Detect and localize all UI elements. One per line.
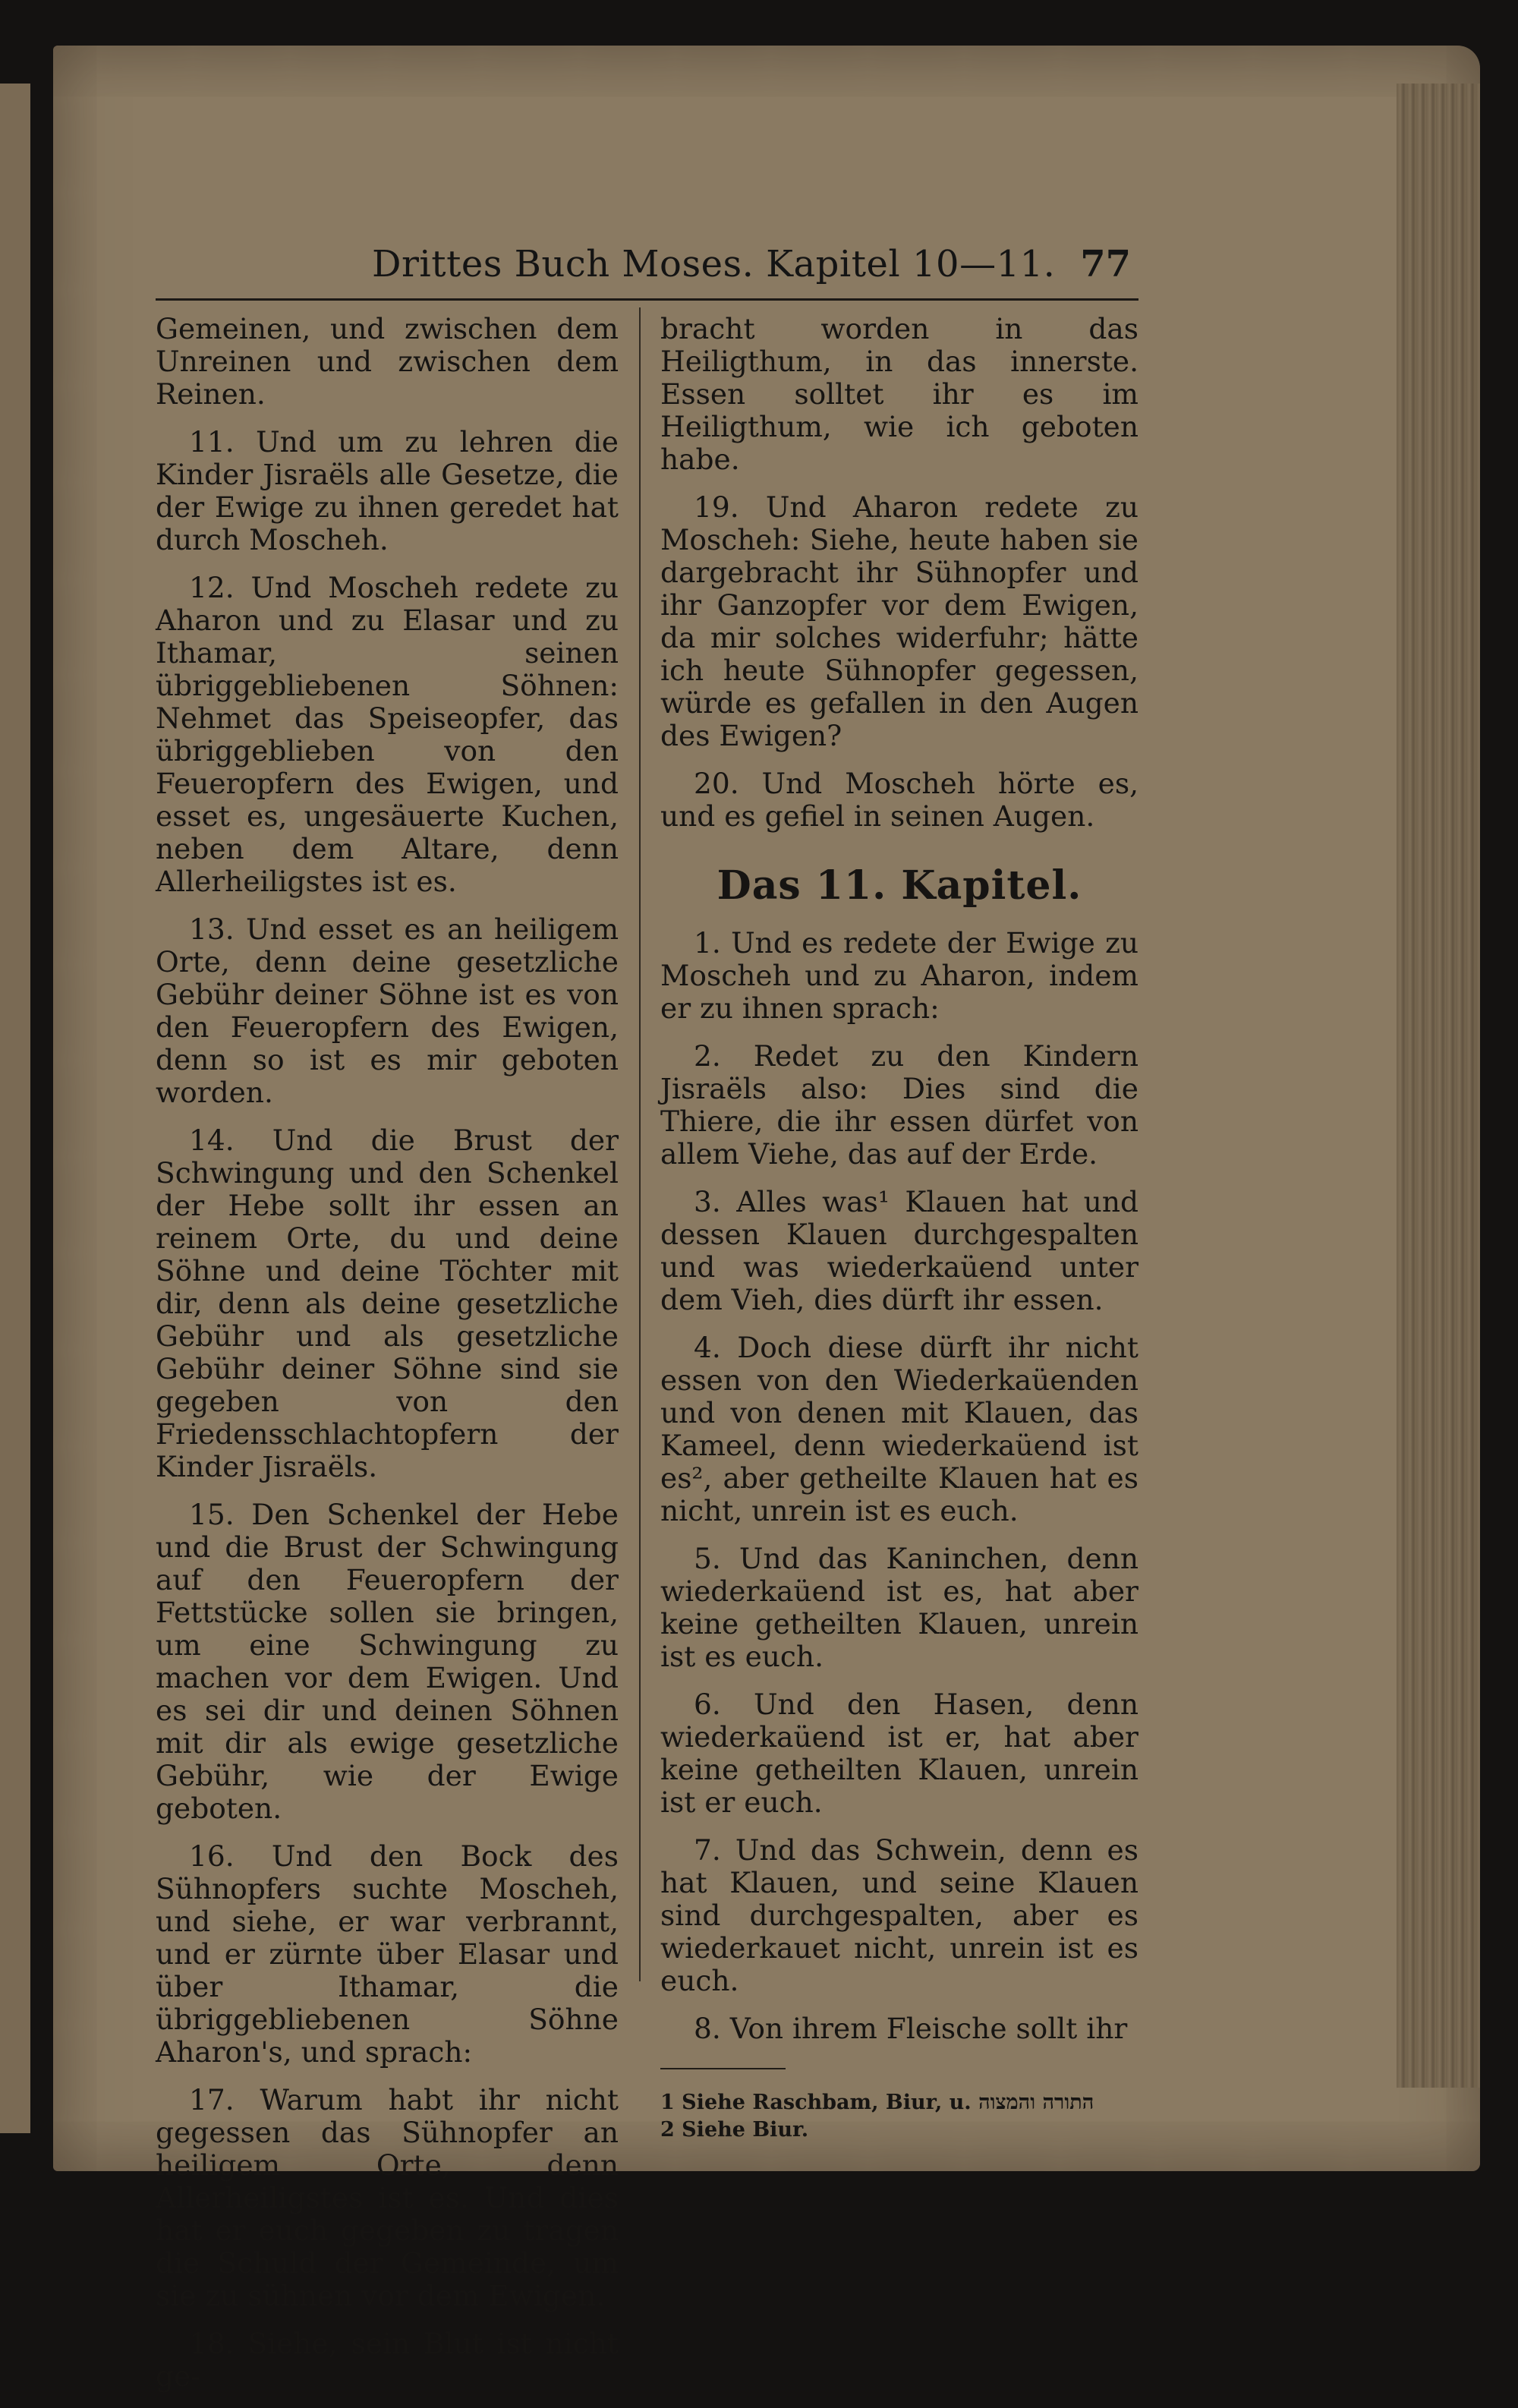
- verse-18-start: 18. Siehe, sein Blut ist nicht ge-: [156, 2327, 619, 2393]
- footnotes: [660, 2089, 1138, 2144]
- running-title: Drittes Buch Moses. Kapitel 10—11.: [372, 243, 1056, 285]
- chapter-11-verse-4: 4. Doch diese dürft ihr nicht essen von den Wiederkaüenden und von denen mit Klauen, das Kameel, denn wiederkaüend ist es², aber getheilte Klauen hat es nicht, unrein ist es euch.: [660, 1331, 1138, 1527]
- chapter-11-verse-7: 7. Und das Schwein, denn es hat Klauen, und seine Klauen sind durchgespalten, aber es wiederkauet nicht, unrein ist es euch.: [660, 1833, 1138, 1997]
- page-header: [137, 241, 1131, 295]
- verse-15: 15. Den Schenkel der Hebe und die Brust der Schwingung auf den Feueropfern der Fettstücke sollen sie bringen, um eine Schwingung zu machen vor dem Ewigen. Und es sei dir und deinen Söhnen mit dir als ewige gesetzliche Gebühr, wie der Ewige geboten.: [156, 1498, 619, 1825]
- verse-19: 19. Und Aharon redete zu Moscheh: Siehe, heute haben sie dargebracht ihr Sühnopfer und ihr Ganzopfer vor dem Ewigen, da mir solches widerfuhr; hätte ich heute Sühnopfer gegessen, würde es gefallen in den Augen des Ewigen?: [660, 490, 1138, 752]
- verse-12: 12. Und Moscheh redete zu Aharon und zu Elasar und zu Ithamar, seinen übriggebliebenen Söhnen: Nehmet das Speiseopfer, das übriggeblieben von den Feueropfern des Ewigen, und esset es, ungesäuerte Kuchen, neben dem Altare, denn Allerheiligstes ist es.: [156, 571, 619, 898]
- verse-11: 11. Und um zu lehren die Kinder Jisraëls alle Gesetze, die der Ewige zu ihnen geredet hat durch Moscheh.: [156, 425, 619, 556]
- header-rule: [156, 298, 1138, 301]
- chapter-11-verse-6: 6. Und den Hasen, denn wiederkaüend ist er, hat aber keine getheilten Klauen, unrein ist er euch.: [660, 1688, 1138, 1819]
- left-column: [156, 313, 619, 2408]
- verse-17: 17. Warum habt ihr nicht gegessen das Sühnopfer an heiligem Orte, denn Allerheiligstes ist es. Und dies hat er euch gegeben zu tragen die Schuld der Gemeinde, um sie zu sühnen vor dem Ewigen.: [156, 2083, 619, 2312]
- verse-14: 14. Und die Brust der Schwingung und den Schenkel der Hebe sollt ihr essen an reinem Orte, du und deine Söhne und deine Töchter mit dir, denn als deine gesetzliche Gebühr und als gesetzliche Gebühr deiner Söhne sind sie gegeben von den Friedensschlachtopfern der Kinder Jisraëls.: [156, 1124, 619, 1483]
- verse-16: 16. Und den Bock des Sühnopfers suchte Moscheh, und siehe, er war verbrannt, und er zürnte über Elasar und über Ithamar, die übriggebliebenen Söhne Aharon's, und sprach:: [156, 1839, 619, 2069]
- chapter-11-verse-2: 2. Redet zu den Kindern Jisraëls also: Dies sind die Thiere, die ihr essen dürfet von allem Viehe, das auf der Erde.: [660, 1039, 1138, 1171]
- page-block-edge: [1397, 84, 1480, 2088]
- chapter-11-verse-8-start: 8. Von ihrem Fleische sollt ihr: [694, 2012, 1128, 2045]
- verse-20: 20. Und Moscheh hörte es, und es gefiel in seinen Augen.: [660, 767, 1138, 833]
- right-column: [660, 313, 1138, 2144]
- chapter-heading: Das 11. Kapitel.: [716, 862, 1082, 909]
- chapter-11-verse-3: 3. Alles was¹ Klauen hat und dessen Klauen durchgespalten und was wiederkaüend unter dem Vieh, dies dürft ihr essen.: [660, 1185, 1138, 1316]
- footnote-1: 1 Siehe Raschbam, Biur, u. התורה והמצוה: [660, 2091, 1094, 2114]
- previous-page-edge: [0, 84, 30, 2133]
- chapter-11-verse-5: 5. Und das Kaninchen, denn wiederkaüend ist es, hat aber keine getheilten Klauen, unrein ist es euch.: [660, 1542, 1138, 1673]
- chapter-11-verse-1: 1. Und es redete der Ewige zu Moscheh und zu Aharon, indem er zu ihnen sprach:: [660, 926, 1138, 1025]
- verse-18-continuation: bracht worden in das Heiligthum, in das innerste. Essen solltet ihr es im Heiligthum, wie ich geboten habe.: [660, 312, 1138, 476]
- verse-continuation: Gemeinen, und zwischen dem Unreinen und zwischen dem Reinen.: [156, 312, 619, 411]
- verse-13: 13. Und esset es an heiligem Orte, denn deine gesetzliche Gebühr deiner Söhne ist es von den Feueropfern des Ewigen, denn so ist es mir geboten worden.: [156, 912, 619, 1109]
- footnote-2: 2 Siehe Biur.: [660, 2118, 809, 2142]
- footnote-rule: [660, 2068, 786, 2069]
- column-divider: [639, 307, 641, 1981]
- page-number: 77: [1080, 243, 1131, 285]
